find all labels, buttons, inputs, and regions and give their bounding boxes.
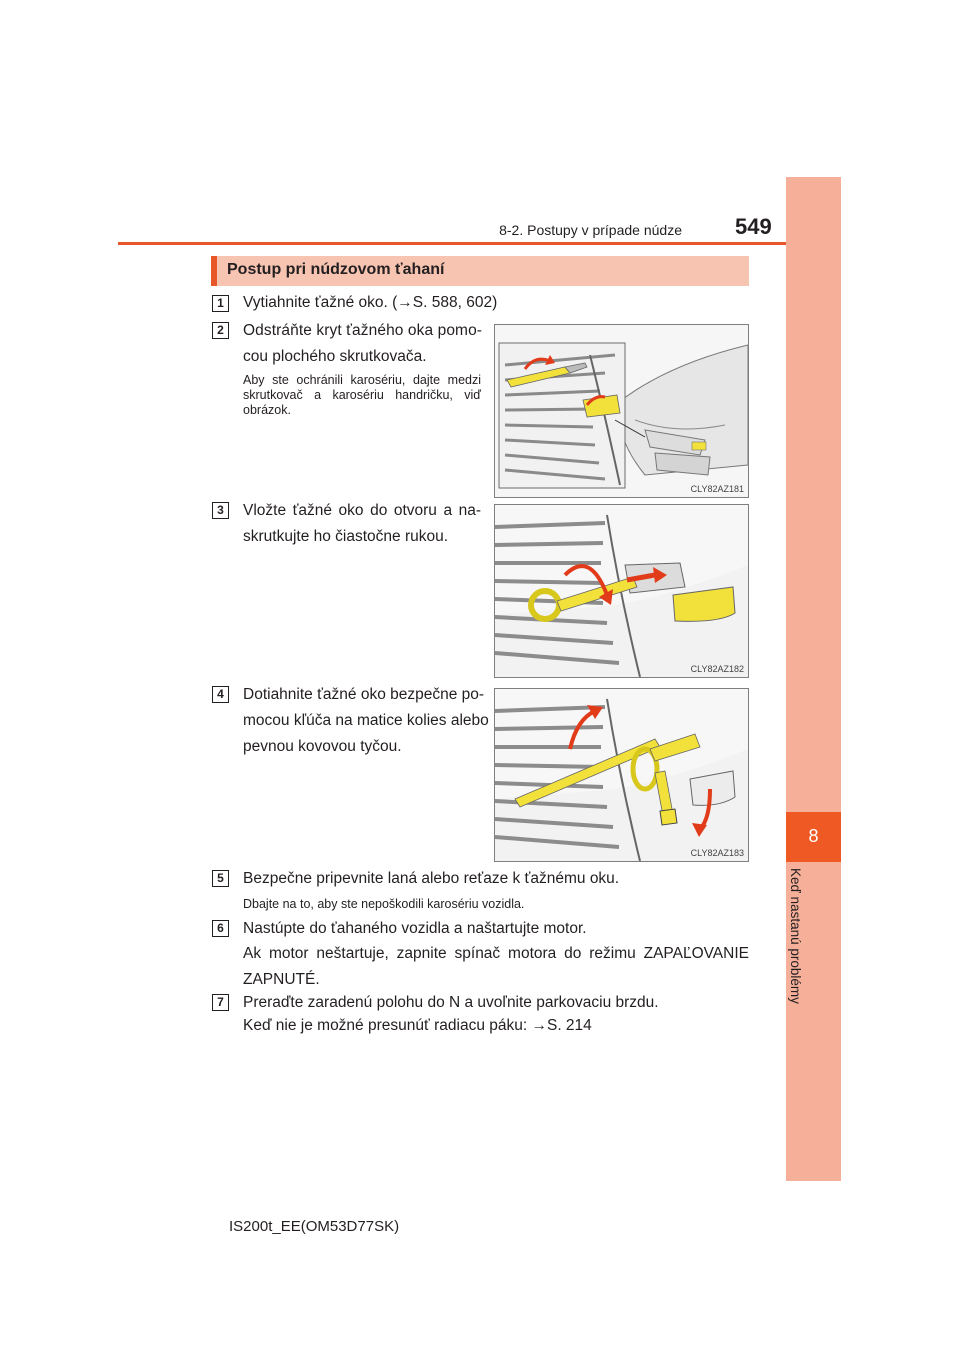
step-7-text: Preraďte zaradenú polohu do N a uvoľnite parkovaciu brzdu. [243,994,659,1011]
step-7-extra: Keď nie je možné presunúť radiacu páku: →S. 214 [243,1017,592,1034]
figure-tighten-eye [494,688,749,862]
step-3-text: Vložte ťažné oko do otvoru a na- skrutkujte ho čiastočne rukou. [243,502,481,545]
step-number-2: 2 [212,322,229,339]
figure-code: CLY82AZ182 [690,664,744,674]
figure-insert-eye [494,504,749,678]
arrow-icon: → [397,294,413,311]
section-heading [211,256,749,286]
step-4-text: Dotiahnite ťažné oko bezpečne po- mocou kľúča na matice kolies alebo pevnou kovovou tyčou. [243,686,489,755]
figure-code: CLY82AZ181 [690,484,744,494]
arrow-icon: → [531,1017,547,1034]
step-number-6: 6 [212,920,229,937]
step-2-note: Aby ste ochránili karosériu, dajte medzi skrutkovač a karosériu handričku, viď obrázok. [243,373,481,417]
step-6-text: Nastúpte do ťahaného vozidla a naštartujte motor. [243,920,587,937]
step-number-1: 1 [212,295,229,312]
chapter-label [775,868,803,1004]
chapter-label-text: Keď nastanú problémy [788,868,803,1004]
step-number-3: 3 [212,502,229,519]
figure-remove-cover [494,324,749,498]
figure-code: CLY82AZ183 [690,848,744,858]
step-number-7: 7 [212,994,229,1011]
header-rule [118,242,786,245]
step-1-text: Vytiahnite ťažné oko. (→S. 588, 602) [243,294,498,311]
chapter-side-strip [786,177,841,1181]
chapter-number: 8 [808,826,819,846]
footer-document-code: IS200t_EE(OM53D77SK) [229,1218,400,1235]
running-header-section: 8-2. Postupy v prípade núdze [499,222,682,238]
step-5-note: Dbajte na to, aby ste nepoškodili karosériu vozidla. [243,897,525,911]
step-number-5: 5 [212,870,229,887]
section-title: Postup pri núdzovom ťahaní [227,261,445,278]
step-6-extra: Ak motor neštartuje, zapnite spínač motora do režimu ZAPAĽOVANIE ZAPNUTÉ. [243,945,749,988]
step-number-4: 4 [212,686,229,703]
page-number: 549 [735,214,772,239]
step-2-text: Odstráňte kryt ťažného oka pomo- cou plochého skrutkovača. [243,322,483,365]
step-5-text: Bezpečne pripevnite laná alebo reťaze k ťažnému oku. [243,870,620,887]
